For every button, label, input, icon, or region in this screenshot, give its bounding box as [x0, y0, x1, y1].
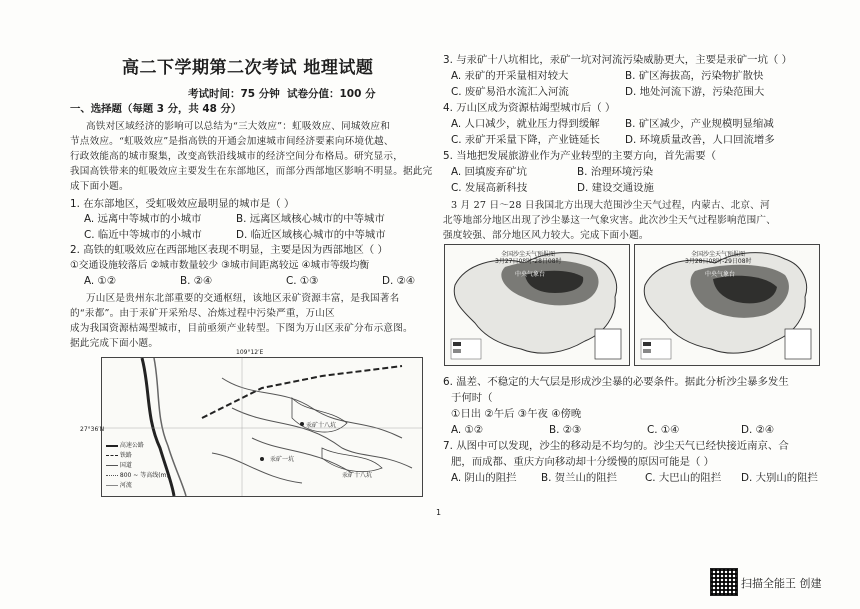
q7-option-b[interactable]: B. 贺兰山的阻拦: [541, 472, 618, 484]
q2-option-d[interactable]: D. ②④: [382, 275, 416, 287]
q5-option-b[interactable]: B. 治理环境污染: [577, 166, 654, 178]
passage2-line: 的“汞都”。由于汞矿开采殆尽、冶炼过程中污染严重，万山区: [70, 308, 335, 319]
dust-forecast-map-1: [444, 244, 630, 366]
dust-map-1-agency: 中央气象台: [515, 271, 546, 278]
q1-stem: 1. 在东部地区，受虹吸效应最明显的城市是（ ）: [70, 198, 295, 210]
scanner-watermark: 扫描全能王 创建: [741, 577, 822, 590]
q1-option-a[interactable]: A. 远离中等城市的小城市: [84, 213, 202, 225]
q4-option-d[interactable]: D. 环境质量改善，人口回流增多: [625, 134, 775, 146]
page-number: 1: [436, 508, 442, 517]
mine-label-2: 汞矿十八坑: [306, 422, 337, 429]
q5-option-d[interactable]: D. 建设交通设施: [577, 182, 654, 194]
q5-option-c[interactable]: C. 发展高新科技: [451, 182, 528, 194]
legend-railway: 铁路: [119, 452, 132, 459]
q2-option-a[interactable]: A. ①②: [84, 275, 117, 287]
dust-forecast-map-2: [634, 244, 820, 366]
exam-title: 高二下学期第二次考试 地理试题: [122, 58, 374, 78]
q3-option-c[interactable]: C. 废矿易沿水流汇入河流: [451, 86, 569, 98]
q3-stem: 3. 与汞矿十八坑相比，汞矿一坑对河流污染威胁更大，主要是汞矿一坑（ ）: [443, 54, 793, 66]
passage1-line: 行政效能高的城市聚集，改变高铁沿线城市的经济空间分布格局。研究显示，: [70, 151, 403, 162]
q3-option-b[interactable]: B. 矿区海拔高，污染物扩散快: [625, 70, 764, 82]
q7-option-a[interactable]: A. 阴山的阻拦: [451, 472, 517, 484]
q6-option-a[interactable]: A. ①②: [451, 424, 484, 436]
passage1-line: 节点效应。“虹吸效应”是指高铁的开通会加速城市间经济要素向环境优越、: [70, 136, 394, 147]
passage1-line: 高铁对区域经济的影响可以总结为“三大效应”：虹吸效应、同城效应和: [86, 121, 391, 132]
legend-national-road: 国道: [119, 462, 132, 469]
longitude-label: 109°12′E: [236, 349, 264, 356]
q6-option-b[interactable]: B. ②③: [549, 424, 582, 436]
passage2-line: 万山区是贵州东北部重要的交通枢纽，该地区汞矿资源丰富，是我国著名: [86, 293, 400, 304]
q4-option-b[interactable]: B. 矿区减少，产业规模明显缩减: [625, 118, 774, 130]
dust-map-1-date: 3月27日08时-28日08时: [495, 258, 562, 265]
q6-stem-1: 6. 温差、不稳定的大气层是形成沙尘暴的必要条件。据此分析沙尘暴多发生: [443, 376, 789, 388]
q7-option-c[interactable]: C. 大巴山的阻拦: [645, 472, 722, 484]
q2-option-c[interactable]: C. ①③: [286, 275, 319, 287]
q6-items: ①日出 ②午后 ③午夜 ④傍晚: [451, 408, 582, 420]
q1-option-c[interactable]: C. 临近中等城市的小城市: [84, 229, 202, 241]
legend-contour: 800 ~ 等高线(m): [119, 472, 169, 479]
q1-option-d[interactable]: D. 临近区域核心城市的中等城市: [236, 229, 386, 241]
q2-stem: 2. 高铁的虹吸效应在西部地区表现不明显，主要是因为西部地区（ ）: [70, 244, 388, 256]
legend-highway: 高速公路: [119, 442, 144, 449]
q2-items: ①交通设施较落后 ②城市数量较少 ③城市间距离较远 ④城市等级均衡: [70, 260, 370, 271]
dust-map-2-title: 全国沙尘天气预报图: [691, 251, 746, 258]
dust-map-1-title: 全国沙尘天气预报图: [501, 251, 556, 258]
dust-map-2-agency: 中央气象台: [705, 271, 736, 278]
q7-stem-1: 7. 从图中可以发现，沙尘的移动是不均匀的。沙尘天气已经快接近南京、合: [443, 440, 789, 452]
exam-score: 试卷分值：100 分: [287, 88, 376, 100]
q6-stem-2: 于何时（: [451, 392, 493, 404]
q4-option-c[interactable]: C. 汞矿开采量下降，产业链延长: [451, 134, 600, 146]
wanshan-mine-map: [80, 349, 423, 497]
q2-option-b[interactable]: B. ②④: [180, 275, 213, 287]
q7-option-d[interactable]: D. 大别山的阻拦: [741, 472, 818, 484]
q6-option-c[interactable]: C. ①④: [647, 424, 680, 436]
dust-map-2-date: 3月28日08时-29日08时: [685, 258, 752, 265]
passage3-line: 强度较强、部分地区风力较大。完成下面小题。: [443, 230, 649, 241]
scanner-qr-code: [710, 568, 738, 596]
passage1-line: 我国高铁带来的虹吸效应主要发生在东部地区，而部分西部地区影响不明显。据此完: [70, 166, 433, 177]
q1-option-b[interactable]: B. 远离区域核心城市的中等城市: [236, 213, 385, 225]
section-heading: 一、选择题（每题 3 分，共 48 分）: [70, 103, 242, 115]
passage2-line: 据此完成下面小题。: [70, 338, 159, 349]
legend-river: 河流: [119, 482, 132, 489]
passage2-line: 成为我国资源枯竭型城市，目前亟须产业转型。下图为万山区汞矿分布示意图。: [70, 323, 413, 334]
passage3-line: 北等地部分地区出现了沙尘暴这一气象灾害。此次沙尘天气过程影响范围广、: [443, 215, 776, 226]
q4-option-a[interactable]: A. 人口减少，就业压力得到缓解: [451, 118, 600, 130]
q7-stem-2: 肥，而成都、重庆方向移动却十分缓慢的原因可能是（ ）: [451, 456, 715, 468]
passage3-line: 3 月 27 日～28 日我国北方出现大范围沙尘天气过程，内蒙古、北京、河: [451, 200, 770, 211]
q5-stem: 5. 当地把发展旅游业作为产业转型的主要方向，首先需要（: [443, 150, 716, 162]
q5-option-a[interactable]: A. 回填废弃矿坑: [451, 166, 527, 178]
q6-option-d[interactable]: D. ②④: [741, 424, 775, 436]
passage1-line: 成下面小题。: [70, 181, 129, 192]
mine-label-3: 汞矿十八坑: [342, 472, 373, 479]
q4-stem: 4. 万山区成为资源枯竭型城市后（ ）: [443, 102, 616, 114]
mine-label-1: 汞矿一坑: [270, 456, 295, 463]
q3-option-d[interactable]: D. 地处河流下游，污染范围大: [625, 86, 765, 98]
exam-time: 考试时间：75 分钟: [188, 88, 280, 100]
latitude-label: 27°36′N: [80, 426, 105, 433]
q3-option-a[interactable]: A. 汞矿的开采量相对较大: [451, 70, 569, 82]
